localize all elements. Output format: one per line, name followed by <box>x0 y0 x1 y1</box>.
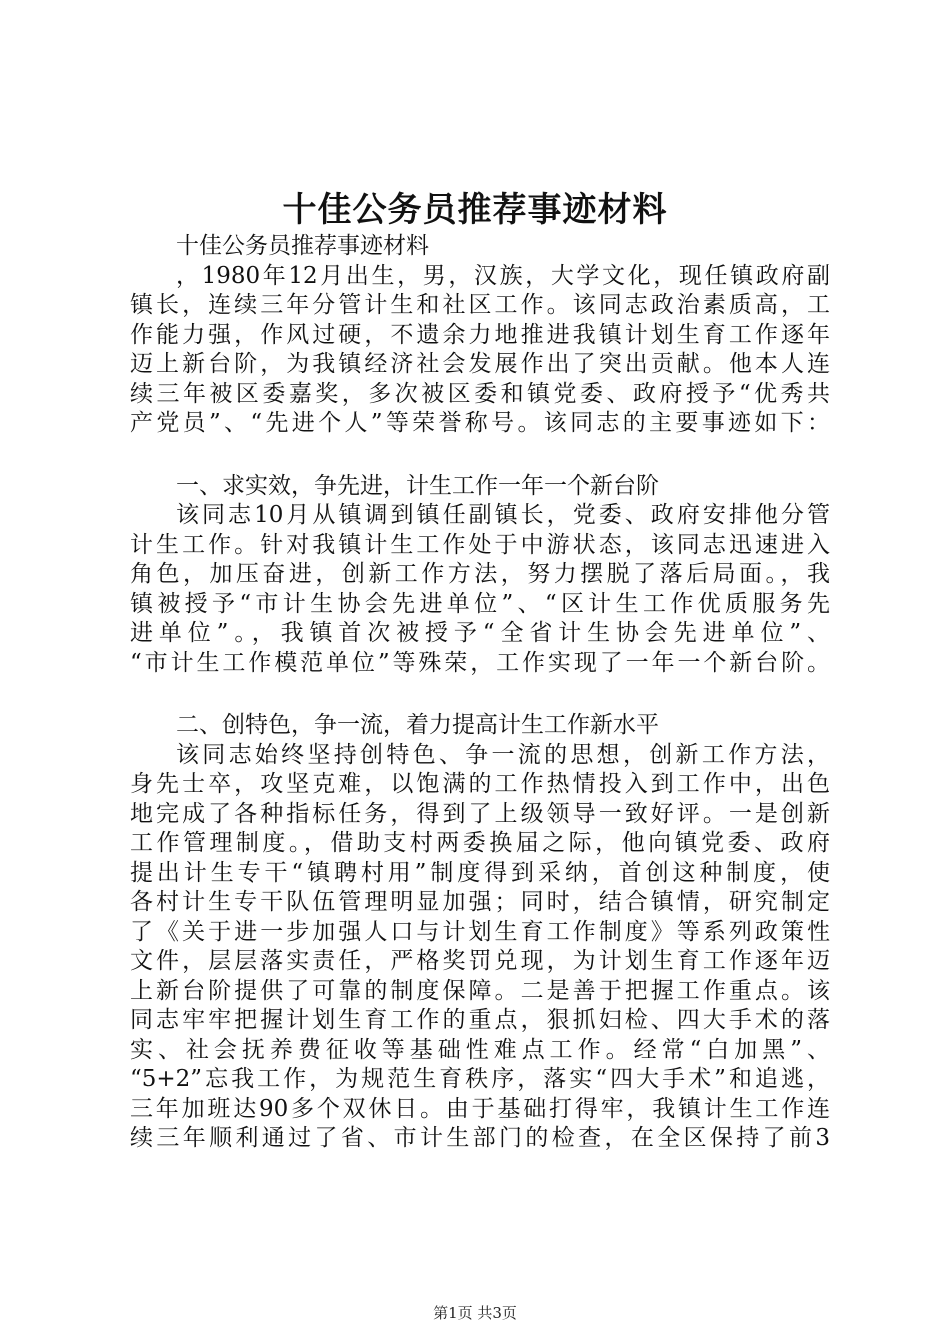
paragraph-line: 续三年顺利通过了省、市计生部门的检查，在全区保持了前3 <box>130 1125 830 1151</box>
paragraph-line: 角色，加压奋进，创新工作方法，努力摆脱了落后局面。，我 <box>130 561 830 587</box>
paragraph-line: 身先士卒，攻坚克难，以饱满的工作热情投入到工作中，出色 <box>130 771 830 797</box>
paragraph-line: 工作管理制度。，借助支村两委换届之际，他向镇党委、政府 <box>130 830 830 856</box>
paragraph-line: 文件，层层落实责任，严格奖罚兑现，为计划生育工作逐年迈 <box>130 948 830 974</box>
paragraph-line: 续三年被区委嘉奖，多次被区委和镇党委、政府授予“优秀共 <box>130 380 830 407</box>
paragraph-line: 迈上新台阶，为我镇经济社会发展作出了突出贡献。他本人连 <box>130 351 830 377</box>
paragraph-line: 镇长，连续三年分管计生和社区工作。该同志政治素质高，工 <box>130 292 830 318</box>
paragraph-line: 作能力强，作风过硬，不遗余力地推进我镇计划生育工作逐年 <box>130 321 830 348</box>
subtitle-line: 十佳公务员推荐事迹材料 <box>176 233 429 259</box>
paragraph-line: ，1980年12月出生，男，汉族，大学文化，现任镇政府副 <box>176 262 830 289</box>
paragraph-line: 进单位”。，我镇首次被授予“全省计生协会先进单位”、 <box>130 620 830 646</box>
paragraph-line: 该同志10月从镇调到镇任副镇长，党委、政府安排他分管 <box>176 502 830 528</box>
paragraph-line: 镇被授予“市计生协会先进单位”、“区计生工作优质服务先 <box>130 590 830 617</box>
paragraph-line: 提出计生专干“镇聘村用”制度得到采纳，首创这种制度，使 <box>130 859 830 886</box>
page-number-footer: 第1页 共3页 <box>433 1304 517 1322</box>
section-heading: 一、求实效，争先进，计生工作一年一个新台阶 <box>176 472 659 499</box>
paragraph-gap <box>130 439 830 472</box>
paragraph-line: 该同志始终坚持创特色、争一流的思想，创新工作方法， <box>176 741 830 768</box>
document-title: 十佳公务员推荐事迹材料 <box>282 190 668 230</box>
paragraph-line: 三年加班达90多个双休日。由于基础打得牢，我镇计生工作连 <box>130 1095 830 1122</box>
paragraph-line: “市计生工作模范单位”等殊荣，工作实现了一年一个新台阶。 <box>130 649 830 676</box>
paragraph-line: 上新台阶提供了可靠的制度保障。二是善于把握工作重点。该 <box>130 977 830 1004</box>
paragraph-line: 产党员”、“先进个人”等荣誉称号。该同志的主要事迹如下： <box>130 410 830 436</box>
paragraph-line: 实、社会抚养费征收等基础性难点工作。经常“白加黑”、 <box>130 1036 830 1063</box>
paragraph-line: 各村计生专干队伍管理明显加强；同时，结合镇情，研究制定 <box>130 889 830 915</box>
section-heading: 二、创特色，争一流，着力提高计生工作新水平 <box>176 712 659 738</box>
paragraph-line: “5+2”忘我工作，为规范生育秩序，落实“四大手术”和追逃， <box>130 1066 830 1092</box>
paragraph-line: 同志牢牢把握计划生育工作的重点，狠抓妇检、四大手术的落 <box>130 1007 830 1033</box>
paragraph-gap <box>130 678 830 711</box>
paragraph-line: 计生工作。针对我镇计生工作处于中游状态，该同志迅速进入 <box>130 531 830 558</box>
paragraph-line: 了《关于进一步加强人口与计划生育工作制度》等系列政策性 <box>130 918 830 945</box>
paragraph-line: 地完成了各种指标任务，得到了上级领导一致好评。一是创新 <box>130 800 830 827</box>
document-body <box>130 232 830 1154</box>
